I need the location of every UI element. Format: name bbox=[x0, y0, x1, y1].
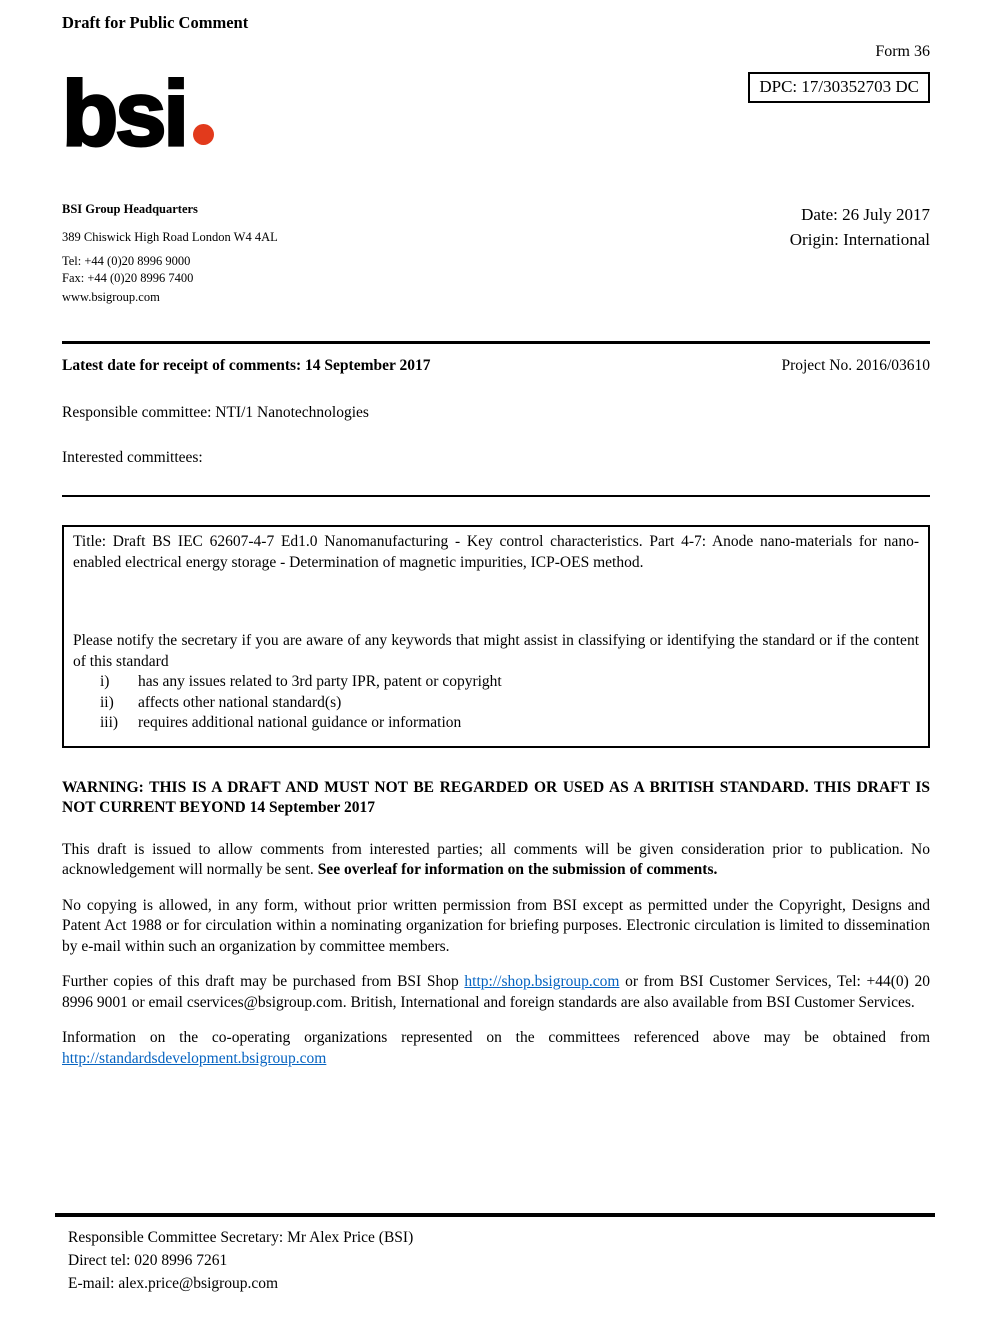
bsi-logo-dot bbox=[193, 124, 214, 145]
interested-committees-line: Interested committees: bbox=[62, 449, 203, 467]
bsi-logo-text: bsi bbox=[62, 63, 186, 165]
paragraph-cooperating bbox=[62, 1028, 930, 1069]
list-item bbox=[73, 713, 919, 734]
footer-contact-block bbox=[55, 1226, 935, 1295]
project-number: Project No. 2016/03610 bbox=[781, 357, 930, 375]
address-date-row bbox=[62, 202, 930, 305]
divider-thick-bottom bbox=[55, 1213, 935, 1217]
list-item-text: requires additional national guidance or information bbox=[138, 714, 462, 732]
standard-title: Title: Draft BS IEC 62607-4-7 Ed1.0 Nanomanufacturing - Key control characteristics. Part 4-7: Anode nano-materials for nano-enabled electrical energy storage - Determination of magnetic impurities, ICP-OES method. bbox=[73, 533, 919, 571]
headquarters-tel: Tel: +44 (0)20 8996 9000 bbox=[62, 254, 191, 269]
list-item-text: affects other national standard(s) bbox=[138, 693, 342, 711]
issue-text: This draft is issued to allow comments from interested parties; all comments will be given consideration prior to publication. No acknowledgement will normally be sent. bbox=[62, 840, 930, 879]
purchase-text-after: or from BSI Customer Services, Tel: +44(0) 20 8996 9001 or email cservices@bsigroup.com. British, International and foreign standards are also available from BSI Customer Services. bbox=[62, 973, 931, 1011]
draft-for-public-comment-label: Draft for Public Comment bbox=[62, 13, 249, 32]
bsi-shop-link[interactable]: http://shop.bsigroup.com bbox=[464, 973, 620, 991]
paragraph-issue bbox=[62, 840, 930, 881]
see-overleaf-text: See overleaf for information on the submission of comments. bbox=[317, 861, 718, 879]
headquarters-block bbox=[62, 202, 278, 305]
headquarters-name: BSI Group Headquarters bbox=[62, 202, 198, 217]
divider-thick-top bbox=[62, 341, 930, 344]
direct-tel-line: Direct tel: 020 8996 7261 bbox=[68, 1252, 228, 1269]
headquarters-website: www.bsigroup.com bbox=[62, 290, 160, 305]
responsible-committee-line: Responsible committee: NTI/1 Nanotechnologies bbox=[62, 404, 369, 422]
list-item bbox=[73, 672, 919, 693]
paragraph-purchase bbox=[62, 972, 930, 1013]
divider-thin bbox=[62, 495, 930, 497]
headquarters-fax: Fax: +44 (0)20 8996 7400 bbox=[62, 271, 194, 286]
list-marker: ii) bbox=[100, 693, 114, 711]
list-marker: iii) bbox=[100, 714, 119, 732]
form-number: Form 36 bbox=[875, 43, 930, 60]
latest-comments-date: Latest date for receipt of comments: 14 September 2017 bbox=[62, 357, 431, 375]
footer-section bbox=[55, 1213, 935, 1295]
cooperating-text-before: Information on the co-operating organizations represented on the committees referenced above may be obtained from bbox=[62, 1029, 930, 1047]
standards-development-link[interactable]: http://standardsdevelopment.bsigroup.com bbox=[62, 1049, 327, 1067]
date-line: Date: 26 July 2017 bbox=[801, 205, 930, 225]
list-item bbox=[73, 693, 919, 714]
dpc-number-box: DPC: 17/30352703 DC bbox=[748, 72, 930, 103]
origin-line: Origin: International bbox=[789, 230, 930, 250]
headquarters-address: 389 Chiswick High Road London W4 4AL bbox=[62, 230, 278, 245]
title-box bbox=[62, 525, 930, 748]
email-line: E-mail: alex.price@bsigroup.com bbox=[68, 1275, 279, 1292]
draft-warning: WARNING: THIS IS A DRAFT AND MUST NOT BE REGARDED OR USED AS A BRITISH STANDARD. THIS DRAFT IS NOT CURRENT BEYOND 14 September 2017 bbox=[62, 778, 930, 817]
list-marker: i) bbox=[100, 673, 110, 691]
paragraph-no-copying: No copying is allowed, in any form, without prior written permission from BSI except as permitted under the Copyright, Designs and Patent Act 1988 or for circulation within a nominating organization for briefing purposes. Electronic circulation is limited to dissemination by e-mail within such an organization by committee members. bbox=[62, 896, 930, 955]
notify-secretary-text: Please notify the secretary if you are aware of any keywords that might assist in classifying or identifying the standard or if the content of this standard bbox=[73, 632, 919, 670]
bsi-logo bbox=[62, 63, 214, 165]
purchase-text-before: Further copies of this draft may be purchased from BSI Shop bbox=[62, 973, 465, 991]
committee-secretary-line: Responsible Committee Secretary: Mr Alex Price (BSI) bbox=[68, 1229, 414, 1246]
logo-dpc-row bbox=[62, 63, 930, 165]
list-item-text: has any issues related to 3rd party IPR, patent or copyright bbox=[138, 673, 502, 691]
comments-deadline-row bbox=[62, 357, 930, 375]
date-origin-block bbox=[790, 202, 930, 305]
